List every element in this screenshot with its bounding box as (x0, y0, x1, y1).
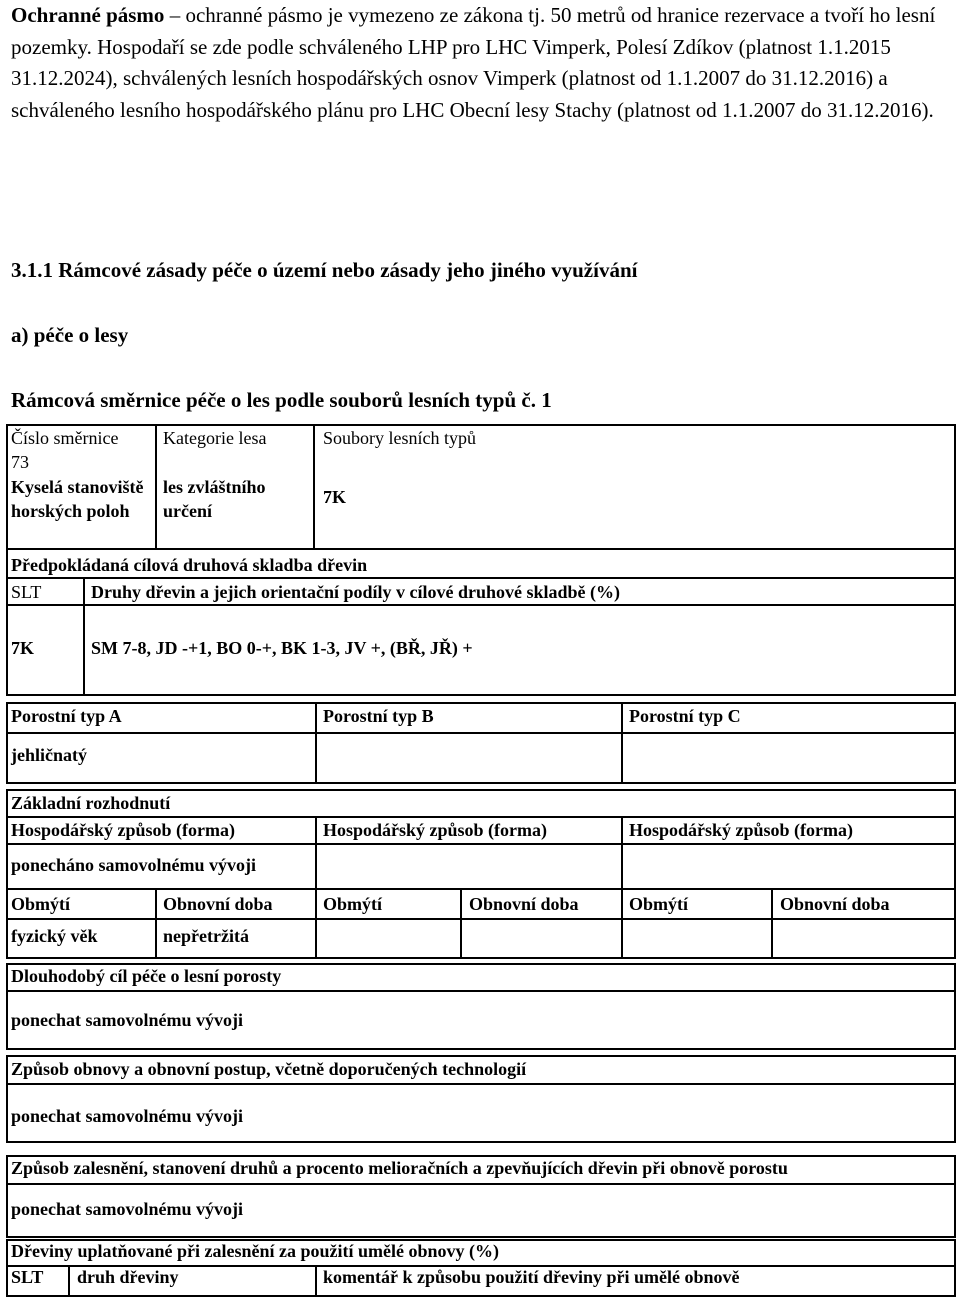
divider (315, 704, 317, 782)
column-header-cislo: Číslo směrnice (11, 428, 119, 448)
hosp-zpusob-b: Hospodářský způsob (forma) (323, 820, 548, 840)
divider (8, 990, 954, 992)
divider (8, 1183, 954, 1185)
kategorie-value: les zvláštního určení (163, 477, 266, 521)
table-title: Rámcová směrnice péče o les podle souborů lesních typů č. 1 (11, 388, 552, 412)
obmyti-1-value: fyzický věk (11, 926, 98, 946)
obnovni-doba-1-value: nepřetržitá (163, 926, 249, 946)
divider (621, 818, 623, 957)
obnovni-doba-2: Obnovní doba (469, 894, 579, 914)
hosp-zpusob-c: Hospodářský způsob (forma) (629, 820, 854, 840)
divider (8, 1083, 954, 1085)
dlouhodoby-heading: Dlouhodobý cíl péče o lesní porosty (11, 966, 282, 986)
intro-text: – ochranné pásmo je vymezeno ze zákona tj. 50 metrů od hranice rezervace a tvoří ho lesní pozemky. Hospodaří se zde podle schváleného LHP pro LHC Vimperk, Polesí Zdíkov (platnost 1.1.2015 31.12.2024), schválených lesních hospodářských osnov Vimperk (platnost od 1.1.2007 do 31.12.2016) a schváleného lesního hospodářského plánu pro LHC Obecní lesy Stachy (platnost od 1.1.2007 do 31.12.2016). (11, 3, 936, 122)
zalesneni-heading: Způsob zalesnění, stanovení druhů a procento melioračních a zpevňujících dřevin při obnově porostu (11, 1158, 788, 1178)
dlouhodoby-value: ponechat samovolnému vývoji (11, 1010, 244, 1030)
divider (460, 890, 462, 957)
obmyti-3: Obmýtí (629, 894, 689, 914)
zpusob-obnovy-heading: Způsob obnovy a obnovní postup, včetně doporučených technologií (11, 1059, 527, 1079)
hosp-zpusob-a: Hospodářský způsob (forma) (11, 820, 236, 840)
divider (68, 1267, 70, 1295)
cislo-description: Kyselá stanoviště horských poloh (11, 477, 144, 521)
druhy-value: SM 7-8, JD -+1, BO 0-+, BK 1-3, JV +, (BŘ, JŘ) + (91, 638, 473, 658)
divider (8, 548, 954, 550)
obnovni-doba-3: Obnovní doba (780, 894, 890, 914)
section-heading: 3.1.1 Rámcové zásady péče o území nebo zásady jeho jiného využívání (11, 258, 638, 282)
subheading: a) péče o lesy (11, 323, 129, 347)
divider (8, 888, 954, 890)
divider (8, 604, 954, 606)
slt-label: SLT (11, 582, 42, 602)
divider (8, 816, 954, 818)
obmyti-1: Obmýtí (11, 894, 71, 914)
column-header-slt: SLT (11, 1267, 44, 1287)
column-header-kategorie: Kategorie lesa (163, 428, 267, 448)
skladba-heading: Předpokládaná cílová druhová skladba dřevin (11, 555, 368, 575)
soubory-value: 7K (323, 487, 347, 507)
intro-paragraph (11, 0, 951, 126)
porostni-typ-b: Porostní typ B (323, 706, 434, 726)
cislo-value: 73 (11, 452, 29, 472)
porostni-typ-a-value: jehličnatý (11, 745, 87, 765)
divider (771, 890, 773, 957)
divider (315, 818, 317, 957)
dreviny-heading: Dřeviny uplatňované při zalesnění za použití umělé obnovy (%) (11, 1241, 500, 1261)
divider (621, 704, 623, 782)
divider (155, 890, 157, 957)
zakladni-heading: Základní rozhodnutí (11, 793, 171, 813)
zalesneni-value: ponechat samovolnému vývoji (11, 1199, 244, 1219)
divider (83, 579, 85, 694)
divider (8, 843, 954, 845)
hosp-zpusob-a-value: ponecháno samovolnému vývoji (11, 855, 257, 875)
porostni-typ-a: Porostní typ A (11, 706, 122, 726)
column-header-druh: druh dřeviny (77, 1267, 179, 1287)
divider (313, 426, 315, 548)
slt-value: 7K (11, 638, 35, 658)
zpusob-obnovy-value: ponechat samovolnému vývoji (11, 1106, 244, 1126)
druhy-label: Druhy dřevin a jejich orientační podíly v cílové druhové skladbě (%) (91, 582, 621, 602)
divider (8, 918, 954, 920)
intro-label: Ochranné pásmo (11, 3, 165, 27)
divider (155, 426, 157, 548)
porostni-box (6, 702, 956, 784)
divider (8, 732, 954, 734)
divider (8, 577, 954, 579)
column-header-soubory: Soubory lesních typů (323, 428, 476, 448)
obmyti-2: Obmýtí (323, 894, 383, 914)
porostni-typ-c: Porostní typ C (629, 706, 741, 726)
divider (315, 1267, 317, 1295)
column-header-komentar: komentář k způsobu použití dřeviny při umělé obnově (323, 1267, 740, 1287)
obnovni-doba-1: Obnovní doba (163, 894, 273, 914)
